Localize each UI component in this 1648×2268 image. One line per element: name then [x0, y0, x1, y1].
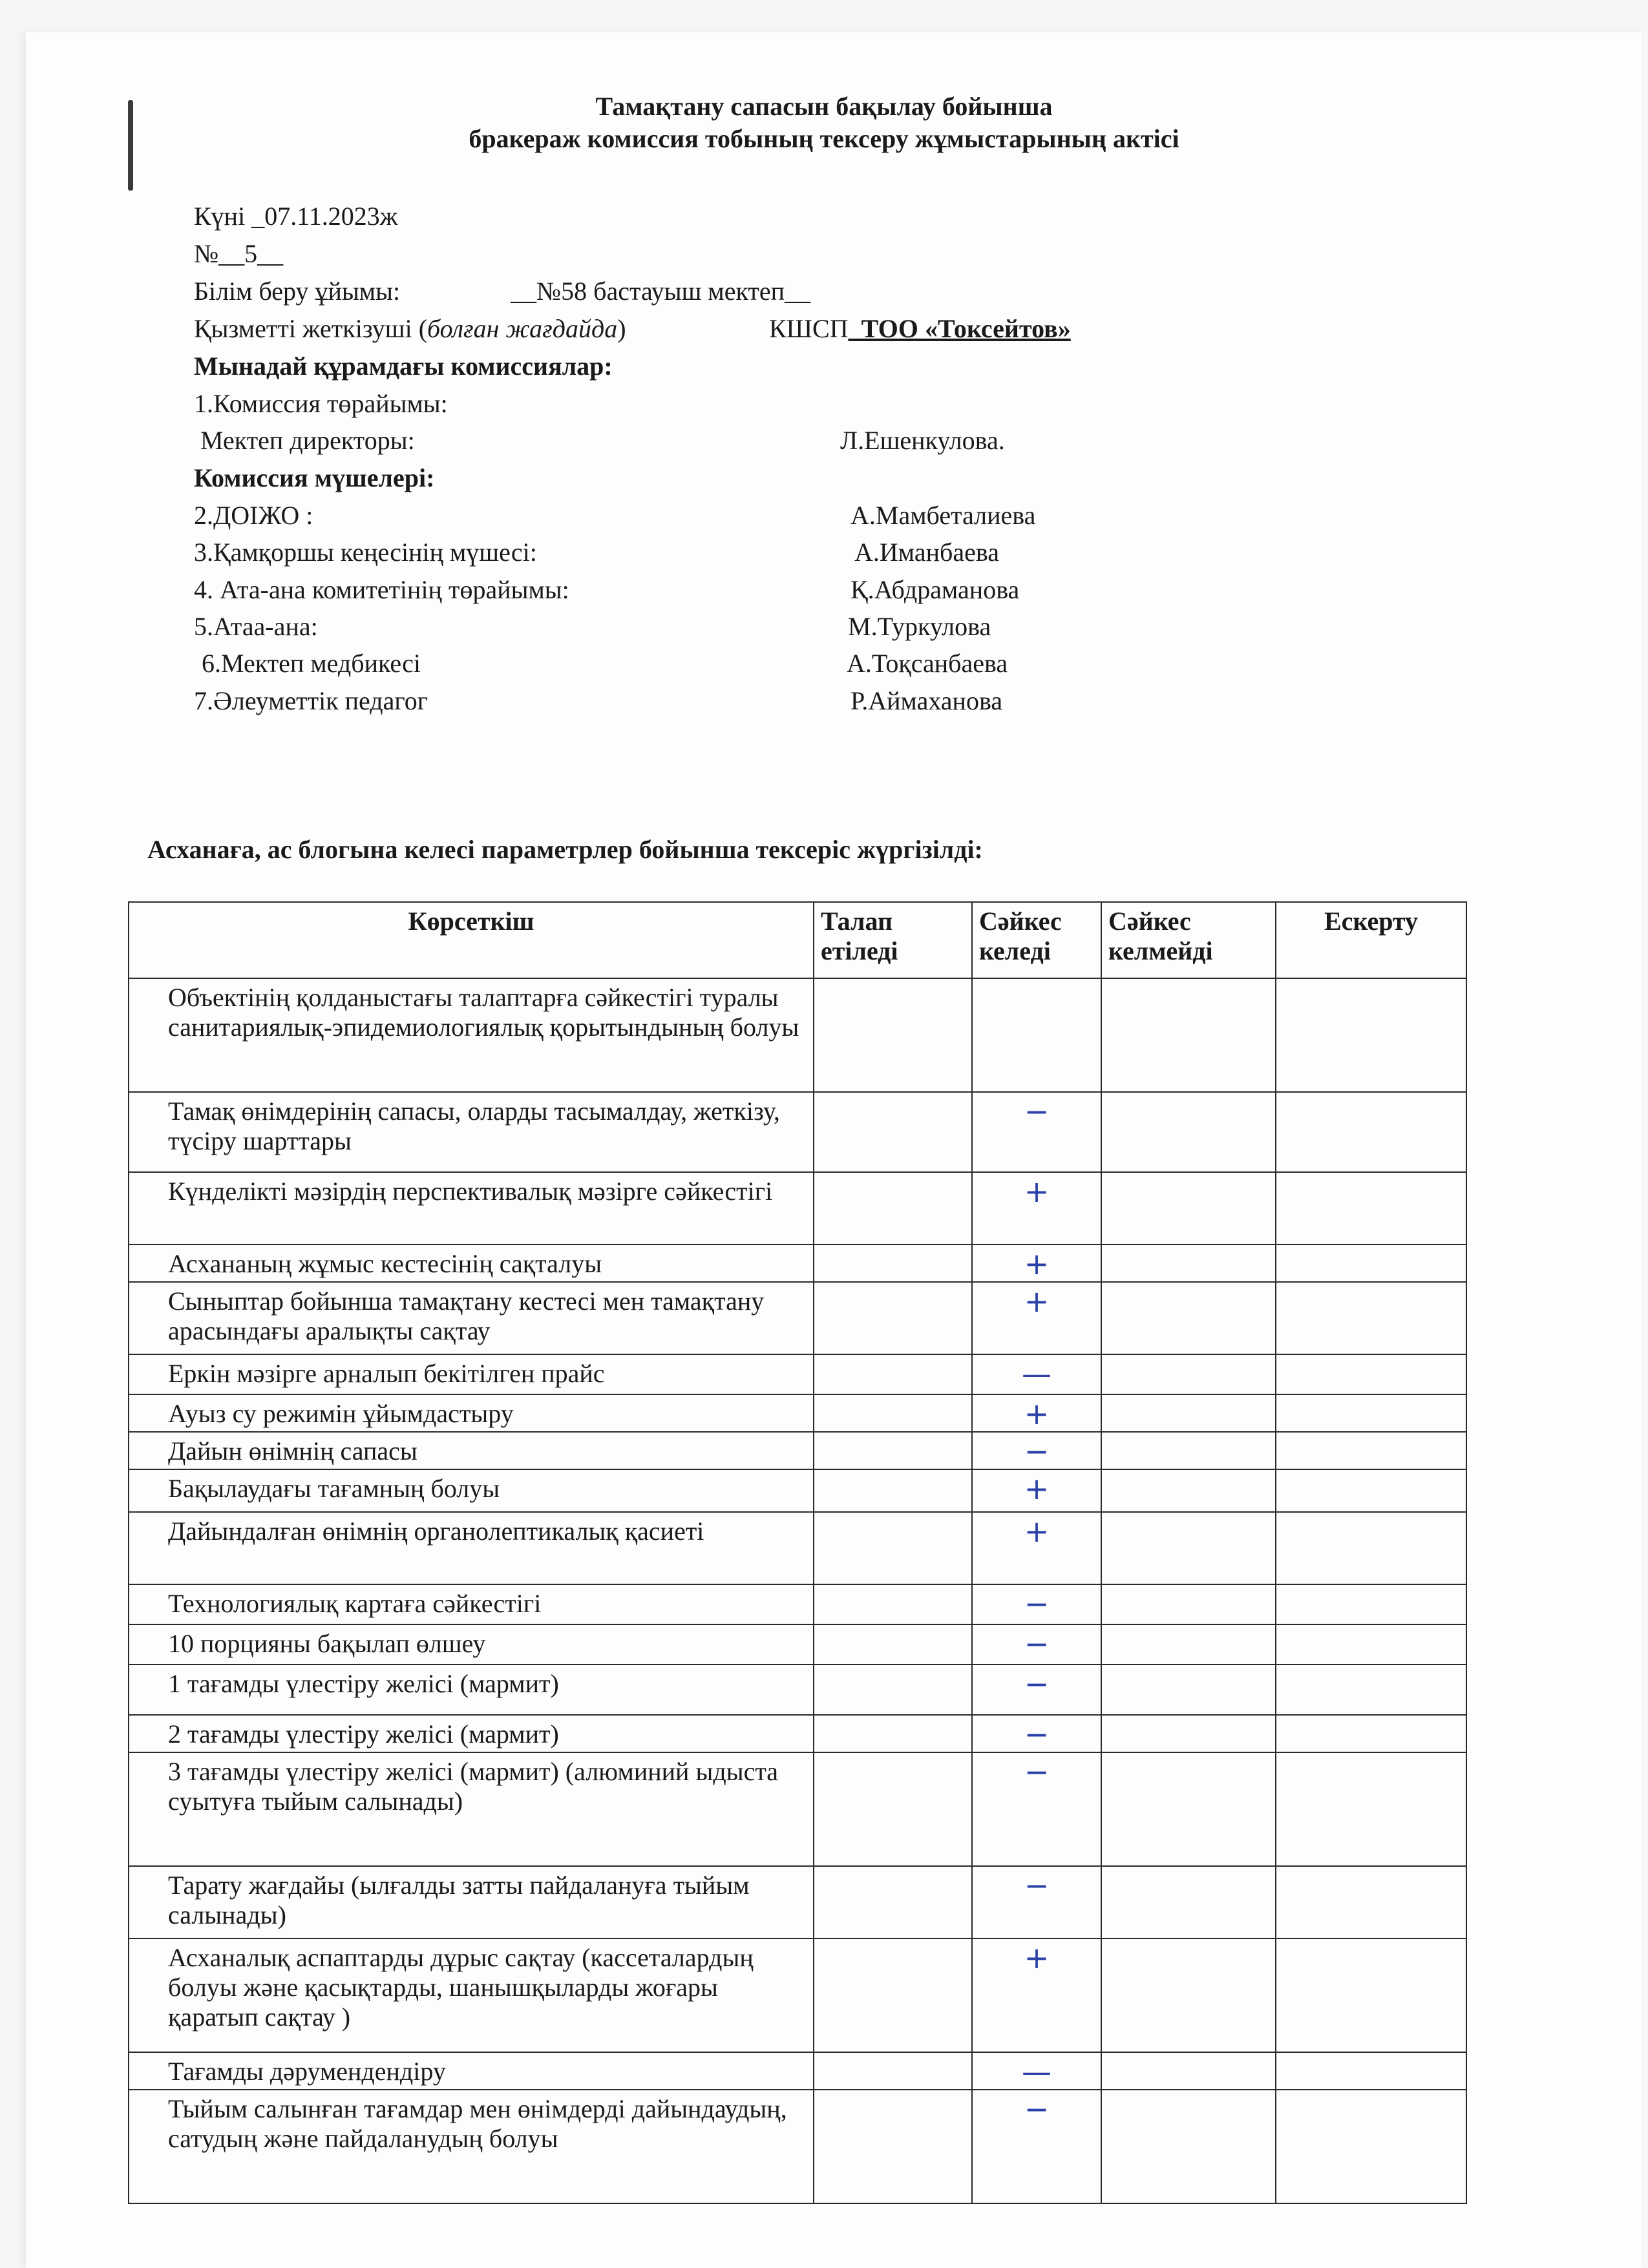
director-label: Мектеп директоры: [200, 426, 415, 455]
required-cell [814, 1624, 972, 1664]
required-cell [814, 2052, 972, 2090]
document-title-line1: Тамақтану сапасын бақылау бойынша [595, 92, 1053, 121]
noncompliant-cell [1101, 1938, 1276, 2052]
indicator-cell: Ауыз су режимін ұйымдастыру [129, 1394, 814, 1432]
indicator-cell: Дайындалған өнімнің органолептикалық қасиеті [129, 1512, 814, 1584]
required-cell [814, 1866, 972, 1938]
indicator-cell: Дайын өнімнің сапасы [129, 1432, 814, 1469]
compliant-mark-cell: − [972, 1432, 1101, 1469]
note-cell [1276, 1584, 1466, 1624]
supplier-value-line [769, 313, 1071, 345]
note-cell [1276, 1282, 1466, 1354]
col-header-compliant: Сәйкес келеді [972, 902, 1101, 978]
noncompliant-cell [1101, 1354, 1276, 1394]
noncompliant-cell [1101, 978, 1276, 1092]
compliant-mark-cell: + [972, 1469, 1101, 1512]
table-row [129, 1752, 1466, 1866]
note-cell [1276, 1092, 1466, 1172]
indicator-cell: Технологиялық картаға сәйкестігі [129, 1584, 814, 1624]
col-header-required: Талап етіледі [814, 902, 972, 978]
table-row [129, 1664, 1466, 1715]
compliant-mark-cell: — [972, 1354, 1101, 1394]
required-cell [814, 1664, 972, 1715]
note-cell [1276, 1394, 1466, 1432]
compliant-mark-cell: + [972, 1394, 1101, 1432]
member-name: Қ.Абдраманова [850, 575, 1020, 604]
table-row [129, 1092, 1466, 1172]
supplier-line [194, 313, 626, 345]
compliant-mark-cell: − [972, 1715, 1101, 1752]
member-role: 7.Әлеуметтік педагог [194, 686, 428, 715]
table-row [129, 1354, 1466, 1394]
commission-heading: Мынадай құрамдағы комиссиялар: [194, 352, 613, 381]
compliant-mark-cell: − [972, 1866, 1101, 1938]
director-name: Л.Ешенкулова. [840, 426, 1005, 455]
member-name: А.Тоқсанбаева [847, 649, 1008, 678]
indicator-cell: 1 тағамды үлестіру желісі (мармит) [129, 1664, 814, 1715]
indicator-cell: Асхананың жұмыс кестесінің сақталуы [129, 1244, 814, 1282]
noncompliant-cell [1101, 1394, 1276, 1432]
required-cell [814, 1244, 972, 1282]
noncompliant-cell [1101, 2090, 1276, 2203]
note-cell [1276, 1624, 1466, 1664]
indicator-cell: 2 тағамды үлестіру желісі (мармит) [129, 1715, 814, 1752]
org-label: Білім беру ұйымы: [194, 277, 401, 306]
date-line: Күні _07.11.2023ж [194, 202, 398, 231]
note-cell [1276, 1172, 1466, 1244]
supplier-prefix: КШСП [769, 314, 849, 343]
supplier-note: болған жағдайда [427, 314, 618, 343]
noncompliant-cell [1101, 1512, 1276, 1584]
table-row [129, 1469, 1466, 1512]
compliant-mark-cell: − [972, 1584, 1101, 1624]
indicator-cell: Күнделікті мәзірдің перспективалық мәзірге сәйкестігі [129, 1172, 814, 1244]
table-row [129, 1282, 1466, 1354]
table-row [129, 1512, 1466, 1584]
indicator-cell: Объектінің қолданыстағы талаптарға сәйкестігі туралы санитариялық-эпидемиологиялық қорытындының болуы [129, 978, 814, 1092]
col-header-indicator: Көрсеткіш [129, 902, 814, 978]
required-cell [814, 1172, 972, 1244]
member-name: А.Иманбаева [854, 538, 999, 567]
noncompliant-cell [1101, 1715, 1276, 1752]
member-role: 3.Қамқоршы кеңесінің мүшесі: [194, 538, 537, 567]
supplier-value: _ТОО «Токсейтов» [848, 314, 1071, 343]
table-row [129, 1938, 1466, 2052]
compliant-mark-cell: − [972, 2090, 1101, 2203]
compliant-mark-cell: + [972, 1244, 1101, 1282]
member-name: А.Мамбеталиева [850, 501, 1036, 530]
table-row [129, 978, 1466, 1092]
required-cell [814, 1394, 972, 1432]
indicator-cell: Тыйым салынған тағамдар мен өнімдерді дайындаудың, сатудың және пайдаланудың болуы [129, 2090, 814, 2203]
indicator-cell: Бақылаудағы тағамның болуы [129, 1469, 814, 1512]
table-row [129, 2052, 1466, 2090]
compliant-mark-cell: − [972, 1664, 1101, 1715]
table-row [129, 1394, 1466, 1432]
noncompliant-cell [1101, 1244, 1276, 1282]
table-row [129, 1715, 1466, 1752]
table-row [129, 1172, 1466, 1244]
noncompliant-cell [1101, 1172, 1276, 1244]
required-cell [814, 978, 972, 1092]
note-cell [1276, 1469, 1466, 1512]
required-cell [814, 1938, 972, 2052]
compliant-mark-cell: — [972, 2052, 1101, 2090]
indicator-cell: Тағамды дәрумендендіру [129, 2052, 814, 2090]
note-cell [1276, 1866, 1466, 1938]
noncompliant-cell [1101, 1092, 1276, 1172]
noncompliant-cell [1101, 1432, 1276, 1469]
col-header-note: Ескерту [1276, 902, 1466, 978]
supplier-label: Қызметті жеткізуші ( [194, 314, 428, 343]
table-row [129, 2090, 1466, 2203]
required-cell [814, 1584, 972, 1624]
compliant-mark-cell: − [972, 1752, 1101, 1866]
table-row [129, 1584, 1466, 1624]
table-row [129, 1244, 1466, 1282]
note-cell [1276, 2052, 1466, 2090]
compliant-mark-cell: + [972, 1938, 1101, 2052]
note-cell [1276, 978, 1466, 1092]
document-title-line2: бракераж комиссия тобының тексеру жұмыстарының актісі [469, 124, 1179, 153]
member-role: 5.Атаа-ана: [194, 612, 318, 641]
required-cell [814, 1354, 972, 1394]
indicator-cell: 3 тағамды үлестіру желісі (мармит) (алюминий ыдыста суытуға тыйым салынады) [129, 1752, 814, 1866]
required-cell [814, 1282, 972, 1354]
compliant-mark-cell: − [972, 1092, 1101, 1172]
supplier-close: ) [617, 314, 626, 343]
table-row [129, 1432, 1466, 1469]
member-name: Р.Аймаханова [850, 686, 1003, 715]
indicator-cell: Еркін мәзірге арналып бекітілген прайс [129, 1354, 814, 1394]
compliant-mark-cell: − [972, 1624, 1101, 1664]
section-heading: Асханаға, ас блогына келесі параметрлер бойынша тексеріс жүргізілді: [147, 835, 983, 864]
note-cell [1276, 1715, 1466, 1752]
noncompliant-cell [1101, 2052, 1276, 2090]
noncompliant-cell [1101, 1584, 1276, 1624]
required-cell [814, 1432, 972, 1469]
required-cell [814, 1469, 972, 1512]
note-cell [1276, 1664, 1466, 1715]
required-cell [814, 1715, 972, 1752]
col-header-noncompliant: Сәйкес келмейді [1101, 902, 1276, 978]
compliant-mark-cell: + [972, 1172, 1101, 1244]
compliant-mark-cell [972, 978, 1101, 1092]
members-heading: Комиссия мүшелері: [194, 463, 435, 492]
indicator-cell: 10 порцияны бақылап өлшеу [129, 1624, 814, 1664]
indicator-cell: Тамақ өнімдерінің сапасы, оларды тасымалдау, жеткізу, түсіру шарттары [129, 1092, 814, 1172]
noncompliant-cell [1101, 1624, 1276, 1664]
noncompliant-cell [1101, 1752, 1276, 1866]
note-cell [1276, 1752, 1466, 1866]
required-cell [814, 1752, 972, 1866]
note-cell [1276, 2090, 1466, 2203]
note-cell [1276, 1244, 1466, 1282]
inspection-table [128, 901, 1467, 2204]
chair-label: 1.Комиссия төрайымы: [194, 389, 448, 418]
note-cell [1276, 1512, 1466, 1584]
required-cell [814, 1512, 972, 1584]
indicator-cell: Сыныптар бойынша тамақтану кестесі мен тамақтану арасындағы аралықты сақтау [129, 1282, 814, 1354]
note-cell [1276, 1938, 1466, 2052]
noncompliant-cell [1101, 1866, 1276, 1938]
required-cell [814, 2090, 972, 2203]
indicator-cell: Асханалық аспаптарды дұрыс сақтау (кассеталардың болуы және қасықтарды, шанышқыларды жоғары қаратып сақтау ) [129, 1938, 814, 2052]
note-cell [1276, 1432, 1466, 1469]
noncompliant-cell [1101, 1282, 1276, 1354]
org-value: __№58 бастауыш мектеп__ [511, 277, 811, 306]
number-line: №__5__ [194, 239, 284, 268]
table-row [129, 1624, 1466, 1664]
member-role: 6.Мектеп медбикесі [202, 649, 421, 678]
note-cell [1276, 1354, 1466, 1394]
compliant-mark-cell: + [972, 1282, 1101, 1354]
noncompliant-cell [1101, 1469, 1276, 1512]
member-role: 4. Ата-ана комитетінің төрайымы: [194, 575, 569, 604]
indicator-cell: Тарату жағдайы (ылғалды затты пайдалануға тыйым салынады) [129, 1866, 814, 1938]
compliant-mark-cell: + [972, 1512, 1101, 1584]
required-cell [814, 1092, 972, 1172]
member-role: 2.ДОІЖО : [194, 501, 313, 530]
noncompliant-cell [1101, 1664, 1276, 1715]
table-row [129, 1866, 1466, 1938]
member-name: М.Туркулова [848, 612, 991, 641]
